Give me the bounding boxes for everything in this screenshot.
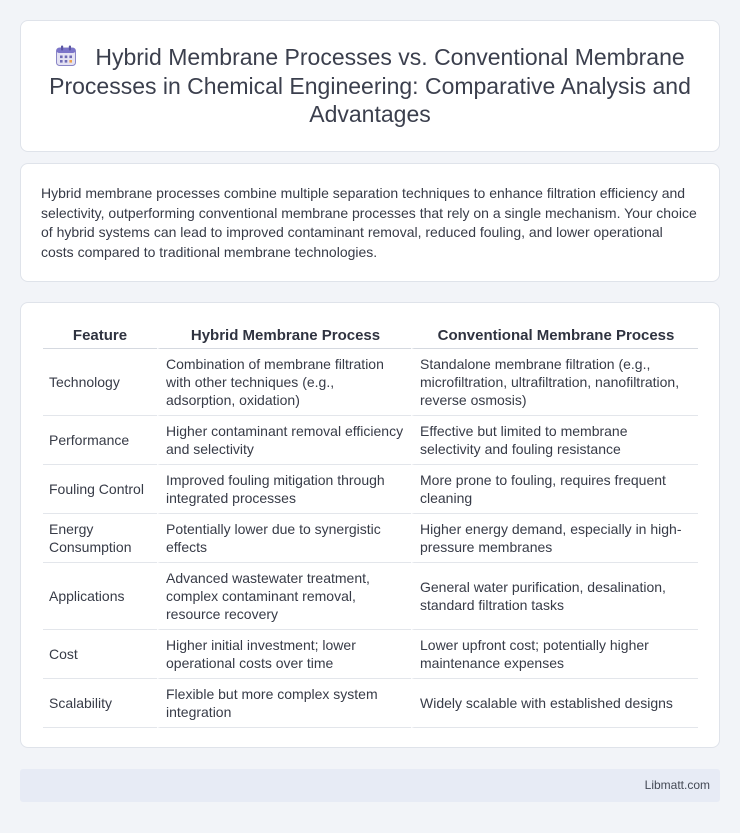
calendar-icon bbox=[55, 45, 77, 67]
feature-cell: Cost bbox=[43, 630, 157, 679]
hybrid-cell: Improved fouling mitigation through integrated processes bbox=[157, 465, 411, 514]
feature-cell: Applications bbox=[43, 563, 157, 630]
conventional-cell: Widely scalable with established designs bbox=[411, 679, 698, 728]
hybrid-cell: Higher contaminant removal efficiency and selectivity bbox=[157, 416, 411, 465]
conventional-cell: More prone to fouling, requires frequent cleaning bbox=[411, 465, 698, 514]
hybrid-cell: Advanced wastewater treatment, complex contaminant removal, resource recovery bbox=[157, 563, 411, 630]
table-header-row bbox=[43, 325, 698, 349]
hybrid-cell: Combination of membrane filtration with other techniques (e.g., adsorption, oxidation) bbox=[157, 349, 411, 416]
table-row bbox=[43, 679, 698, 728]
page-title bbox=[40, 43, 700, 129]
intro-text: Hybrid membrane processes combine multiple separation techniques to enhance filtration efficiency and selectivity, outperforming conventional membrane processes that rely on a single mechanism. Your choice of hybrid systems can lead to improved contaminant removal, reduced fouling, and lower operational costs compared to traditional membrane technologies. bbox=[41, 185, 697, 260]
table-row bbox=[43, 563, 698, 630]
feature-cell: Performance bbox=[43, 416, 157, 465]
feature-cell: Scalability bbox=[43, 679, 157, 728]
table-row bbox=[43, 465, 698, 514]
conventional-cell: Lower upfront cost; potentially higher maintenance expenses bbox=[411, 630, 698, 679]
table-row bbox=[43, 630, 698, 679]
table-row bbox=[43, 514, 698, 563]
header-conventional: Conventional Membrane Process bbox=[411, 325, 698, 349]
footer bbox=[20, 769, 720, 802]
conventional-cell: Higher energy demand, especially in high-pressure membranes bbox=[411, 514, 698, 563]
conventional-cell: Effective but limited to membrane selectivity and fouling resistance bbox=[411, 416, 698, 465]
conventional-cell: Standalone membrane filtration (e.g., microfiltration, ultrafiltration, nanofiltration, reverse osmosis) bbox=[411, 349, 698, 416]
hybrid-cell: Potentially lower due to synergistic effects bbox=[157, 514, 411, 563]
conventional-cell: General water purification, desalination, standard filtration tasks bbox=[411, 563, 698, 630]
feature-cell: Energy Consumption bbox=[43, 514, 157, 563]
footer-brand[interactable]: Libmatt.com bbox=[644, 778, 710, 792]
comparison-table bbox=[43, 325, 698, 728]
page-title-text: Hybrid Membrane Processes vs. Conventional Membrane Processes in Chemical Engineering: Comparative Analysis and Advantages bbox=[49, 44, 691, 128]
comparison-card bbox=[20, 302, 720, 748]
hybrid-cell: Flexible but more complex system integration bbox=[157, 679, 411, 728]
feature-cell: Fouling Control bbox=[43, 465, 157, 514]
title-card bbox=[20, 20, 720, 152]
hybrid-cell: Higher initial investment; lower operational costs over time bbox=[157, 630, 411, 679]
table-row bbox=[43, 349, 698, 416]
table-row bbox=[43, 416, 698, 465]
feature-cell: Technology bbox=[43, 349, 157, 416]
header-feature: Feature bbox=[43, 325, 157, 349]
intro-card bbox=[20, 163, 720, 282]
header-hybrid: Hybrid Membrane Process bbox=[157, 325, 411, 349]
